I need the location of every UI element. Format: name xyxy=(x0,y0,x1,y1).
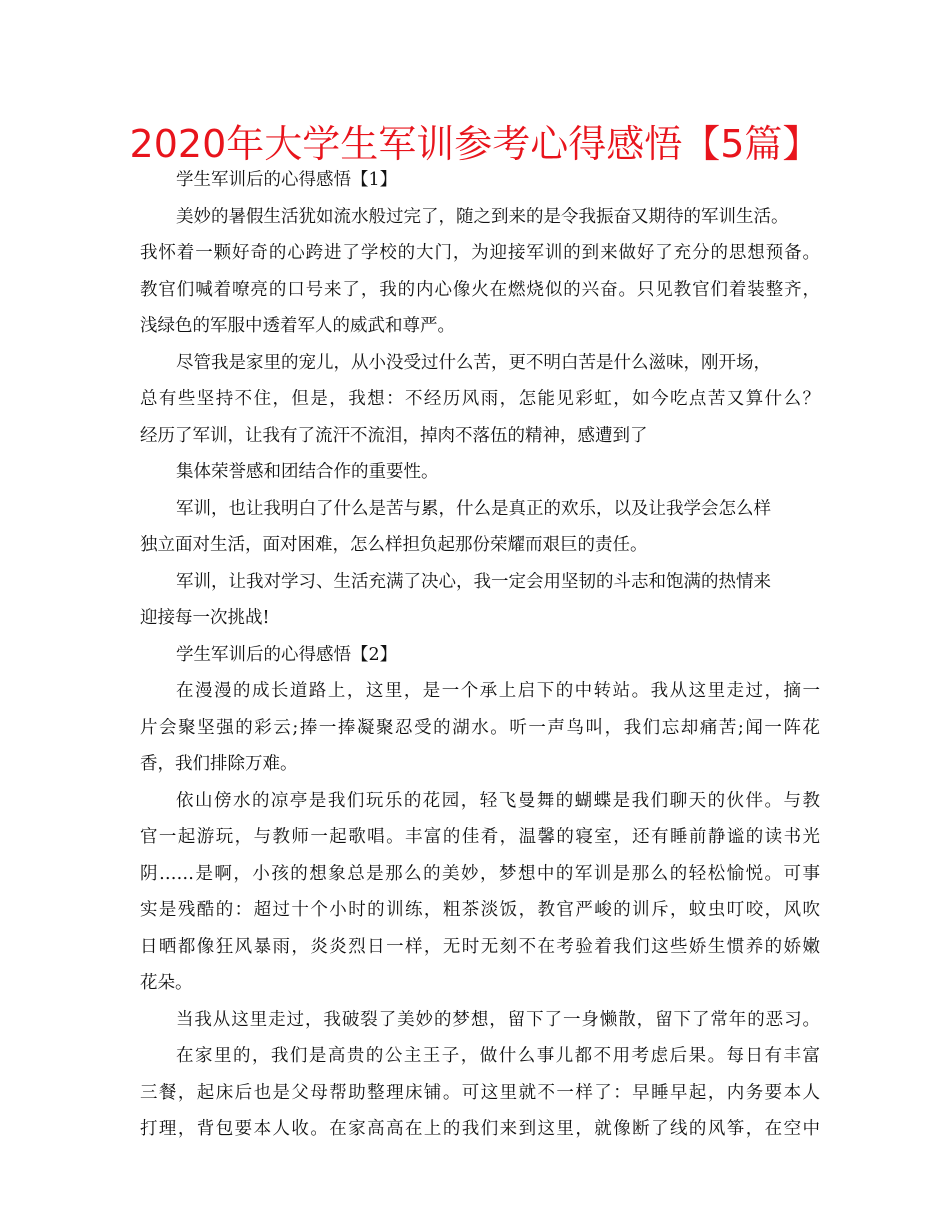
paragraph-line: 尽管我是家里的宠儿，从小没受过什么苦，更不明白苦是什么滋味，刚开场， xyxy=(176,352,771,373)
paragraph-line: 花朵。 xyxy=(140,973,193,993)
paragraph-line: 独立面对生活，面对困难，怎么样担负起那份荣耀而艰巨的责任。 xyxy=(140,535,648,555)
paragraph-line: 军训，让我对学习、生活充满了决心，我一定会用坚韧的斗志和饱满的热情来 xyxy=(176,571,771,592)
paragraph-line: 总有些坚持不住，但是，我想：不经历风雨，怎能见彩虹，如今吃点苦又算什么？ xyxy=(140,389,820,409)
paragraph-line: 依山傍水的凉亭是我们玩乐的花园，轻飞曼舞的蝴蝶是我们聊天的伙伴。与教 xyxy=(176,790,820,811)
paragraph-line: 美妙的暑假生活犹如流水般过完了，随之到来的是令我振奋又期待的军训生活。 xyxy=(176,206,789,227)
paragraph-line: 日晒都像狂风暴雨，炎炎烈日一样，无时无刻不在考验着我们这些娇生惯养的娇嫩 xyxy=(140,936,820,957)
paragraph-line: 浅绿色的军服中透着军人的威武和尊严。 xyxy=(140,316,455,336)
paragraph-line: 集体荣誉感和团结合作的重要性。 xyxy=(176,462,439,482)
paragraph-line: 教官们喊着嘹亮的口号来了，我的内心像火在燃烧似的兴奋。只见教官们着装整齐， xyxy=(140,279,820,300)
paragraph-line: 实是残酷的：超过十个小时的训练，粗茶淡饭，教官严峻的训斥，蚊虫叮咬，风吹 xyxy=(140,900,820,920)
paragraph-line: 在家里的，我们是高贵的公主王子，做什么事儿都不用考虑后果。每日有丰富 xyxy=(176,1046,820,1066)
paragraph-line: 学生军训后的心得感悟【2】 xyxy=(176,644,398,665)
paragraph-line: 军训，也让我明白了什么是苦与累，什么是真正的欢乐，以及让我学会怎么样 xyxy=(176,498,771,519)
paragraph-line: 在漫漫的成长道路上，这里，是一个承上启下的中转站。我从这里走过，摘一 xyxy=(176,681,820,701)
paragraph-line: 打理，背包要本人收。在家高高在上的我们来到这里，就像断了线的风筝，在空中 xyxy=(140,1119,820,1139)
paragraph-line: 迎接每一次挑战! xyxy=(140,608,270,628)
paragraph-line: 当我从这里走过，我破裂了美妙的梦想，留下了一身懒散，留下了常年的恶习。 xyxy=(176,1009,820,1030)
document-body xyxy=(140,162,820,1148)
document-title: 2020年大学生军训参考心得感悟【5篇】 xyxy=(129,122,821,166)
paragraph-line: 香，我们排除万难。 xyxy=(140,754,298,774)
paragraph-line: 学生军训后的心得感悟【1】 xyxy=(176,170,398,190)
paragraph-line: 三餐，起床后也是父母帮助整理床铺。可这里就不一样了：早睡早起，内务要本人 xyxy=(140,1082,820,1103)
paragraph-line: 我怀着一颗好奇的心跨进了学校的大门，为迎接军训的到来做好了充分的思想预备。 xyxy=(140,243,820,263)
paragraph-line: 阴……是啊，小孩的想象总是那么的美妙，梦想中的军训是那么的轻松愉悦。可事 xyxy=(140,863,820,884)
paragraph-line: 官一起游玩，与教师一起歌唱。丰富的佳肴，温馨的寝室，还有睡前静谧的读书光 xyxy=(140,827,820,847)
paragraph-line: 经历了军训，让我有了流汗不流泪，掉肉不落伍的精神，感遭到了 xyxy=(140,425,648,446)
paragraph-line: 片会聚坚强的彩云;捧一捧凝聚忍受的湖水。听一声鸟叫，我们忘却痛苦;闻一阵花 xyxy=(140,717,820,738)
